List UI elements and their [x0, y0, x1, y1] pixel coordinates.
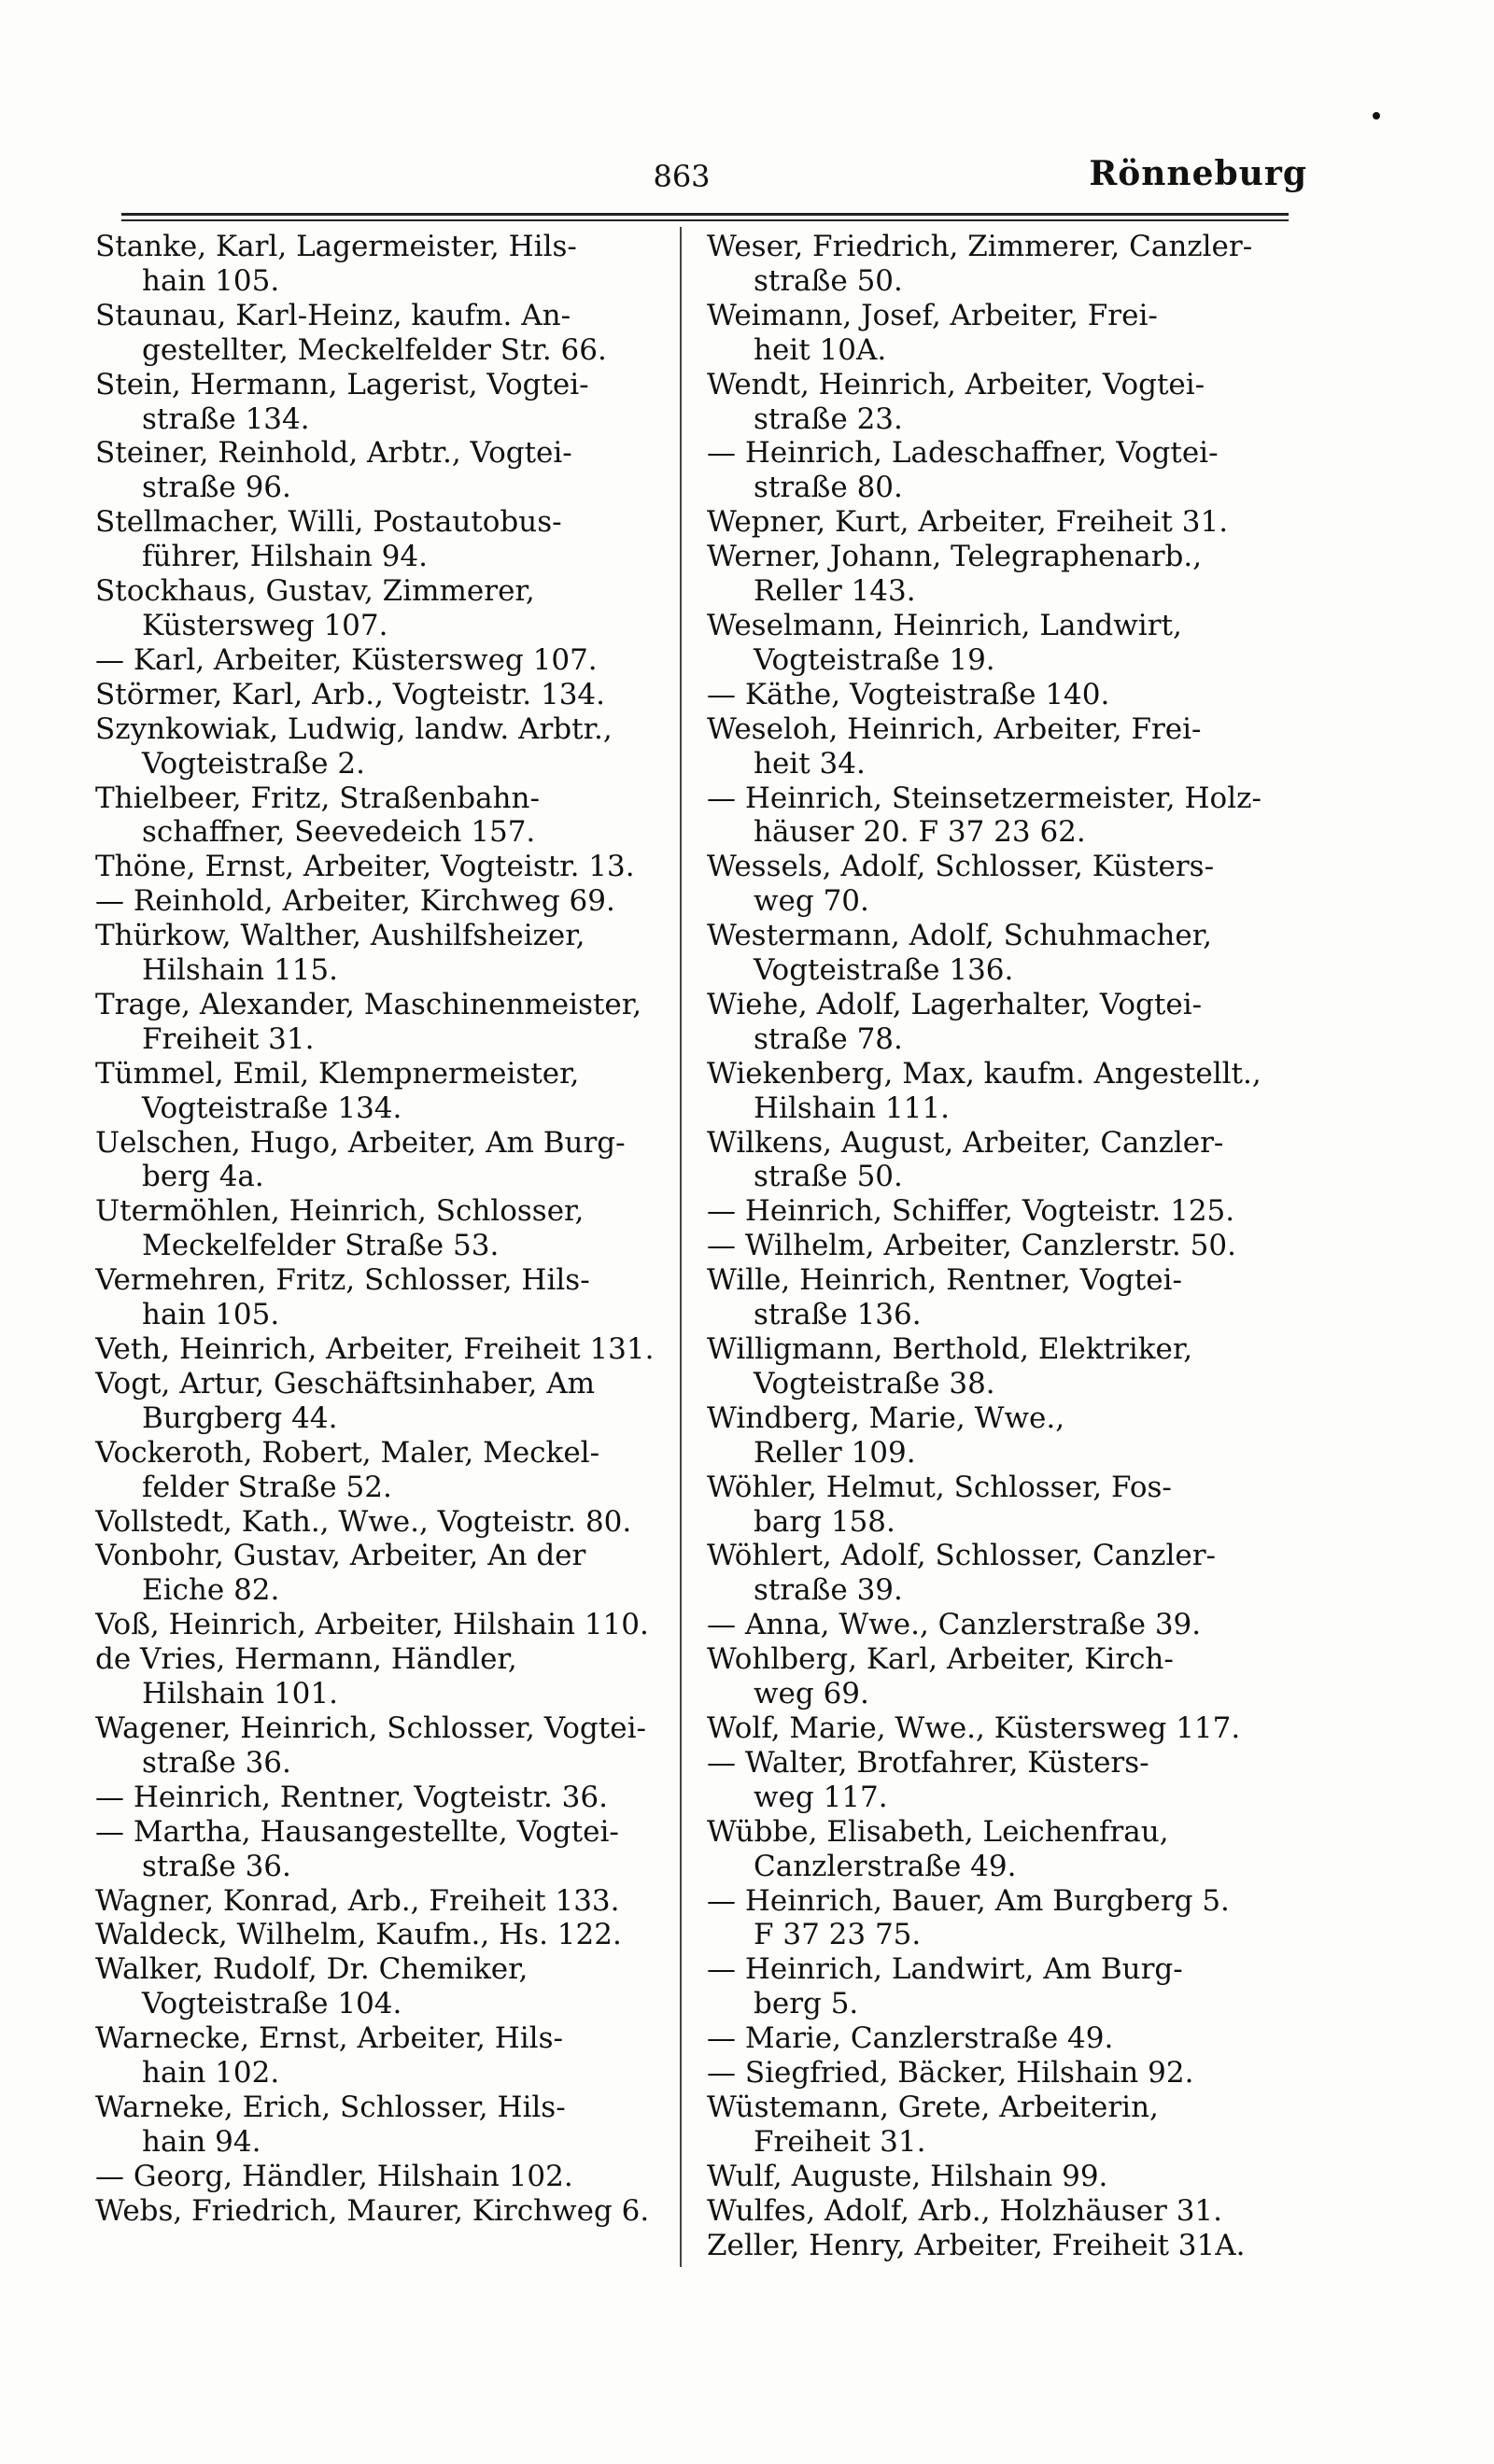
directory-entry [707, 230, 1290, 299]
directory-entry [95, 1952, 679, 2021]
entry-line: Weser, Friedrich, Zimmerer, Canzler- [707, 230, 1253, 263]
entry-line: Tümmel, Emil, Klempnermeister, [95, 1056, 580, 1091]
directory-entry [95, 2194, 679, 2229]
entry-continuation: straße 36. [142, 1849, 291, 1883]
entry-line: Westermann, Adolf, Schuhmacher, [707, 919, 1212, 953]
entry-continuation: barg 158. [754, 1504, 895, 1539]
entry-line: — Georg, Händler, Hilshain 102. [95, 2159, 573, 2193]
directory-entry [707, 1815, 1290, 1884]
entry-continuation: Vogteistraße 104. [142, 1987, 402, 2021]
entry-line: Zeller, Henry, Arbeiter, Freiheit 31A. [707, 2228, 1246, 2262]
directory-entry [707, 1263, 1290, 1332]
entry-continuation: Meckelfelder Straße 53. [142, 1229, 500, 1263]
entry-line: — Heinrich, Ladeschaffner, Vogtei- [707, 436, 1219, 471]
directory-entry [95, 781, 679, 851]
directory-entry [95, 436, 679, 505]
entry-line: Wübbe, Elisabeth, Leichenfrau, [707, 1814, 1169, 1849]
entry-continuation: Vogteistraße 2. [142, 746, 365, 781]
entry-line: Steiner, Reinhold, Arbtr., Vogtei- [95, 436, 572, 471]
entry-line: — Reinhold, Arbeiter, Kirchweg 69. [95, 884, 615, 919]
entry-line: Weseloh, Heinrich, Arbeiter, Frei- [707, 711, 1202, 746]
entry-continuation: hain 102. [142, 2056, 280, 2091]
entry-continuation: hain 94. [142, 2124, 261, 2159]
entry-line: Vogt, Artur, Geschäftsinhaber, Am [95, 1366, 596, 1401]
directory-entry [95, 574, 679, 643]
directory-entry [707, 368, 1290, 437]
entry-continuation: Burgberg 44. [142, 1401, 338, 1435]
directory-entry [707, 1746, 1290, 1815]
entry-continuation: Hilshain 115. [142, 953, 338, 988]
directory-entry [707, 2229, 1290, 2263]
entry-line: Störmer, Karl, Arb., Vogteistr. 134. [95, 677, 606, 711]
entry-continuation: F 37 23 75. [754, 1918, 922, 1952]
entry-continuation: Vogteistraße 134. [142, 1091, 402, 1125]
entry-continuation: hain 105. [142, 263, 280, 298]
entry-continuation: Canzlerstraße 49. [754, 1849, 1017, 1883]
directory-entry [707, 781, 1290, 851]
entry-continuation: Reller 143. [754, 574, 916, 609]
ink-speck [1373, 112, 1380, 120]
entry-line: — Käthe, Vogteistraße 140. [707, 677, 1110, 711]
entry-line: Wiehe, Adolf, Lagerhalter, Vogtei- [707, 987, 1203, 1021]
directory-entry [707, 1471, 1290, 1540]
directory-entry [707, 1057, 1290, 1126]
entry-line: Wöhlert, Adolf, Schlosser, Canzler- [707, 1539, 1216, 1573]
entry-continuation: schaffner, Seevedeich 157. [142, 815, 536, 850]
directory-entry [707, 1229, 1290, 1263]
directory-entry [707, 1642, 1290, 1711]
directory-entry [707, 2160, 1290, 2194]
entry-line: Thürkow, Walther, Aushilfsheizer, [95, 919, 585, 953]
directory-entry [95, 368, 679, 437]
entry-line: Wessels, Adolf, Schlosser, Küsters- [707, 850, 1215, 884]
entry-line: Vermehren, Fritz, Schlosser, Hils- [95, 1263, 590, 1298]
entry-line: Szynkowiak, Ludwig, landw. Arbtr., [95, 711, 613, 746]
entry-line: Wepner, Kurt, Arbeiter, Freiheit 31. [707, 505, 1229, 540]
entry-continuation: häuser 20. F 37 23 62. [754, 815, 1086, 850]
entry-line: Wulf, Auguste, Hilshain 99. [707, 2159, 1108, 2193]
directory-entry [707, 678, 1290, 712]
directory-entry [95, 1194, 679, 1263]
entry-continuation: heit 10A. [754, 332, 887, 367]
entry-line: — Heinrich, Steinsetzermeister, Holz- [707, 781, 1261, 815]
entry-continuation: straße 23. [754, 401, 903, 436]
directory-entry [707, 2194, 1290, 2229]
entry-line: — Karl, Arbeiter, Küstersweg 107. [95, 642, 598, 677]
directory-entry [95, 1057, 679, 1126]
entry-line: Stellmacher, Willi, Postautobus- [95, 505, 562, 540]
left-column [95, 230, 679, 2229]
entry-continuation: Vogteistraße 19. [754, 642, 995, 677]
entry-line: Voß, Heinrich, Arbeiter, Hilshain 110. [95, 1608, 649, 1642]
directory-entry [707, 1884, 1290, 1953]
directory-entry [95, 505, 679, 574]
directory-entry [707, 850, 1290, 919]
entry-line: Warneke, Erich, Schlosser, Hils- [95, 2090, 566, 2124]
directory-entry [95, 2021, 679, 2091]
entry-line: Stanke, Karl, Lagermeister, Hils- [95, 230, 577, 263]
directory-entry [707, 1194, 1290, 1229]
directory-entry [95, 1815, 679, 1884]
directory-entry [95, 850, 679, 884]
entry-continuation: berg 4a. [142, 1160, 264, 1194]
entry-line: Weimann, Josef, Arbeiter, Frei- [707, 298, 1158, 332]
entry-continuation: Vogteistraße 136. [754, 953, 1014, 988]
entry-continuation: Reller 109. [754, 1435, 916, 1470]
entry-continuation: straße 134. [142, 401, 310, 436]
entry-line: Vockeroth, Robert, Maler, Meckel- [95, 1435, 600, 1470]
directory-entry [95, 1367, 679, 1436]
directory-entry [707, 1126, 1290, 1195]
entry-continuation: weg 117. [754, 1780, 888, 1814]
entry-continuation: Küstersweg 107. [142, 608, 388, 642]
entry-line: Stein, Hermann, Lagerist, Vogtei- [95, 367, 589, 401]
entry-line: — Marie, Canzlerstraße 49. [707, 2021, 1114, 2056]
directory-entry [95, 1918, 679, 1952]
directory-entry [707, 2056, 1290, 2091]
entry-continuation: Freiheit 31. [754, 2124, 926, 2159]
entry-line: de Vries, Hermann, Händler, [95, 1642, 517, 1677]
directory-entry [95, 1332, 679, 1367]
entry-line: Stockhaus, Gustav, Zimmerer, [95, 574, 535, 609]
entry-continuation: straße 50. [754, 1160, 903, 1194]
entry-line: Veth, Heinrich, Arbeiter, Freiheit 131. [95, 1332, 655, 1366]
entry-continuation: straße 50. [754, 263, 903, 298]
entry-line: Wolf, Marie, Wwe., Küstersweg 117. [707, 1711, 1241, 1745]
directory-entry [95, 2091, 679, 2160]
entry-continuation: heit 34. [754, 746, 866, 781]
entry-line: Vollstedt, Kath., Wwe., Vogteistr. 80. [95, 1504, 632, 1539]
entry-continuation: Freiheit 31. [142, 1021, 315, 1056]
directory-entry [95, 299, 679, 368]
page-title: Rönneburg [1089, 154, 1307, 193]
entry-line: Wendt, Heinrich, Arbeiter, Vogtei- [707, 367, 1205, 401]
directory-entry [95, 1711, 679, 1781]
directory-entry [95, 712, 679, 781]
entry-continuation: weg 69. [754, 1677, 869, 1711]
directory-entry [707, 505, 1290, 540]
entry-line: Wüstemann, Grete, Arbeiterin, [707, 2090, 1159, 2124]
directory-entry [707, 540, 1290, 609]
entry-line: Wagener, Heinrich, Schlosser, Vogtei- [95, 1711, 646, 1745]
entry-continuation: straße 136. [754, 1298, 922, 1332]
entry-line: Walker, Rudolf, Dr. Chemiker, [95, 1952, 529, 1987]
entry-continuation: straße 39. [754, 1573, 903, 1608]
entry-line: — Heinrich, Rentner, Vogteistr. 36. [95, 1780, 608, 1814]
entry-line: Uelschen, Hugo, Arbeiter, Am Burg- [95, 1125, 626, 1160]
entry-line: Windberg, Marie, Wwe., [707, 1401, 1065, 1435]
directory-entry [95, 230, 679, 299]
directory-entry [707, 919, 1290, 988]
page-number: 863 [653, 159, 711, 194]
directory-entry [95, 1505, 679, 1540]
entry-line: — Heinrich, Schiffer, Vogteistr. 125. [707, 1194, 1235, 1229]
entry-line: — Martha, Hausangestellte, Vogtei- [95, 1814, 619, 1849]
entry-line: Wiekenberg, Max, kaufm. Angestellt., [707, 1056, 1261, 1091]
directory-entry [95, 1126, 679, 1195]
directory-entry [95, 678, 679, 712]
entry-line: Thöne, Ernst, Arbeiter, Vogteistr. 13. [95, 850, 635, 884]
entry-continuation: berg 5. [754, 1987, 859, 2021]
entry-continuation: straße 78. [754, 1021, 903, 1056]
directory-entry [95, 1884, 679, 1919]
entry-continuation: gestellter, Meckelfelder Str. 66. [142, 332, 607, 367]
entry-line: Wöhler, Helmut, Schlosser, Fos- [707, 1470, 1172, 1504]
entry-continuation: hain 105. [142, 1298, 280, 1332]
directory-entry [95, 988, 679, 1057]
directory-entry [707, 712, 1290, 781]
entry-line: Staunau, Karl-Heinz, kaufm. An- [95, 298, 571, 332]
directory-entry [95, 643, 679, 678]
directory-entry [95, 1608, 679, 1642]
entry-line: — Wilhelm, Arbeiter, Canzlerstr. 50. [707, 1229, 1236, 1263]
directory-entry [95, 1642, 679, 1711]
directory-entry [707, 1332, 1290, 1401]
entry-continuation: weg 70. [754, 884, 869, 919]
entry-continuation: Vogteistraße 38. [754, 1366, 995, 1401]
directory-entry [707, 1952, 1290, 2021]
directory-entry [95, 1539, 679, 1608]
entry-line: Warnecke, Ernst, Arbeiter, Hils- [95, 2021, 563, 2056]
directory-entry [95, 1263, 679, 1332]
directory-entry [95, 919, 679, 988]
entry-line: Wagner, Konrad, Arb., Freiheit 133. [95, 1883, 620, 1918]
header-rule-thin [121, 219, 1289, 221]
directory-entry [95, 2160, 679, 2194]
directory-entry [707, 988, 1290, 1057]
entry-continuation: Hilshain 101. [142, 1677, 338, 1711]
directory-entry [707, 609, 1290, 678]
directory-entry [707, 1401, 1290, 1471]
right-column [707, 230, 1290, 2262]
entry-continuation: straße 96. [142, 471, 291, 505]
entry-continuation: Hilshain 111. [754, 1091, 950, 1125]
directory-entry [707, 1539, 1290, 1608]
entry-line: — Heinrich, Bauer, Am Burgberg 5. [707, 1883, 1230, 1918]
entry-line: Webs, Friedrich, Maurer, Kirchweg 6. [95, 2193, 650, 2228]
entry-line: Wohlberg, Karl, Arbeiter, Kirch- [707, 1642, 1174, 1677]
entry-line: — Anna, Wwe., Canzlerstraße 39. [707, 1608, 1202, 1642]
entry-line: — Walter, Brotfahrer, Küsters- [707, 1745, 1149, 1780]
header-rule [121, 213, 1289, 216]
entry-continuation: führer, Hilshain 94. [142, 540, 428, 574]
directory-entry [707, 1608, 1290, 1642]
entry-line: Werner, Johann, Telegraphenarb., [707, 540, 1203, 574]
directory-entry [707, 2021, 1290, 2056]
entry-continuation: straße 36. [142, 1745, 291, 1780]
entry-line: Thielbeer, Fritz, Straßenbahn- [95, 781, 540, 815]
directory-entry [95, 1781, 679, 1815]
entry-line: Utermöhlen, Heinrich, Schlosser, [95, 1194, 585, 1229]
entry-line: Vonbohr, Gustav, Arbeiter, An der [95, 1539, 586, 1573]
directory-entry [95, 1436, 679, 1505]
entry-continuation: straße 80. [754, 471, 903, 505]
entry-line: Wille, Heinrich, Rentner, Vogtei- [707, 1263, 1182, 1298]
entry-continuation: Eiche 82. [142, 1573, 280, 1608]
entry-line: Waldeck, Wilhelm, Kaufm., Hs. 122. [95, 1918, 622, 1952]
entry-line: Trage, Alexander, Maschinenmeister, [95, 987, 642, 1021]
directory-entry [707, 1711, 1290, 1746]
directory-entry [95, 884, 679, 919]
column-divider [680, 227, 682, 2267]
directory-entry [707, 299, 1290, 368]
entry-line: Wilkens, August, Arbeiter, Canzler- [707, 1125, 1224, 1160]
entry-line: — Heinrich, Landwirt, Am Burg- [707, 1952, 1183, 1987]
entry-continuation: felder Straße 52. [142, 1470, 392, 1504]
entry-line: — Siegfried, Bäcker, Hilshain 92. [707, 2056, 1194, 2091]
directory-entry [707, 436, 1290, 505]
entry-line: Willigmann, Berthold, Elektriker, [707, 1332, 1193, 1366]
entry-line: Wulfes, Adolf, Arb., Holzhäuser 31. [707, 2193, 1223, 2228]
entry-line: Weselmann, Heinrich, Landwirt, [707, 608, 1182, 642]
directory-entry [707, 2091, 1290, 2160]
